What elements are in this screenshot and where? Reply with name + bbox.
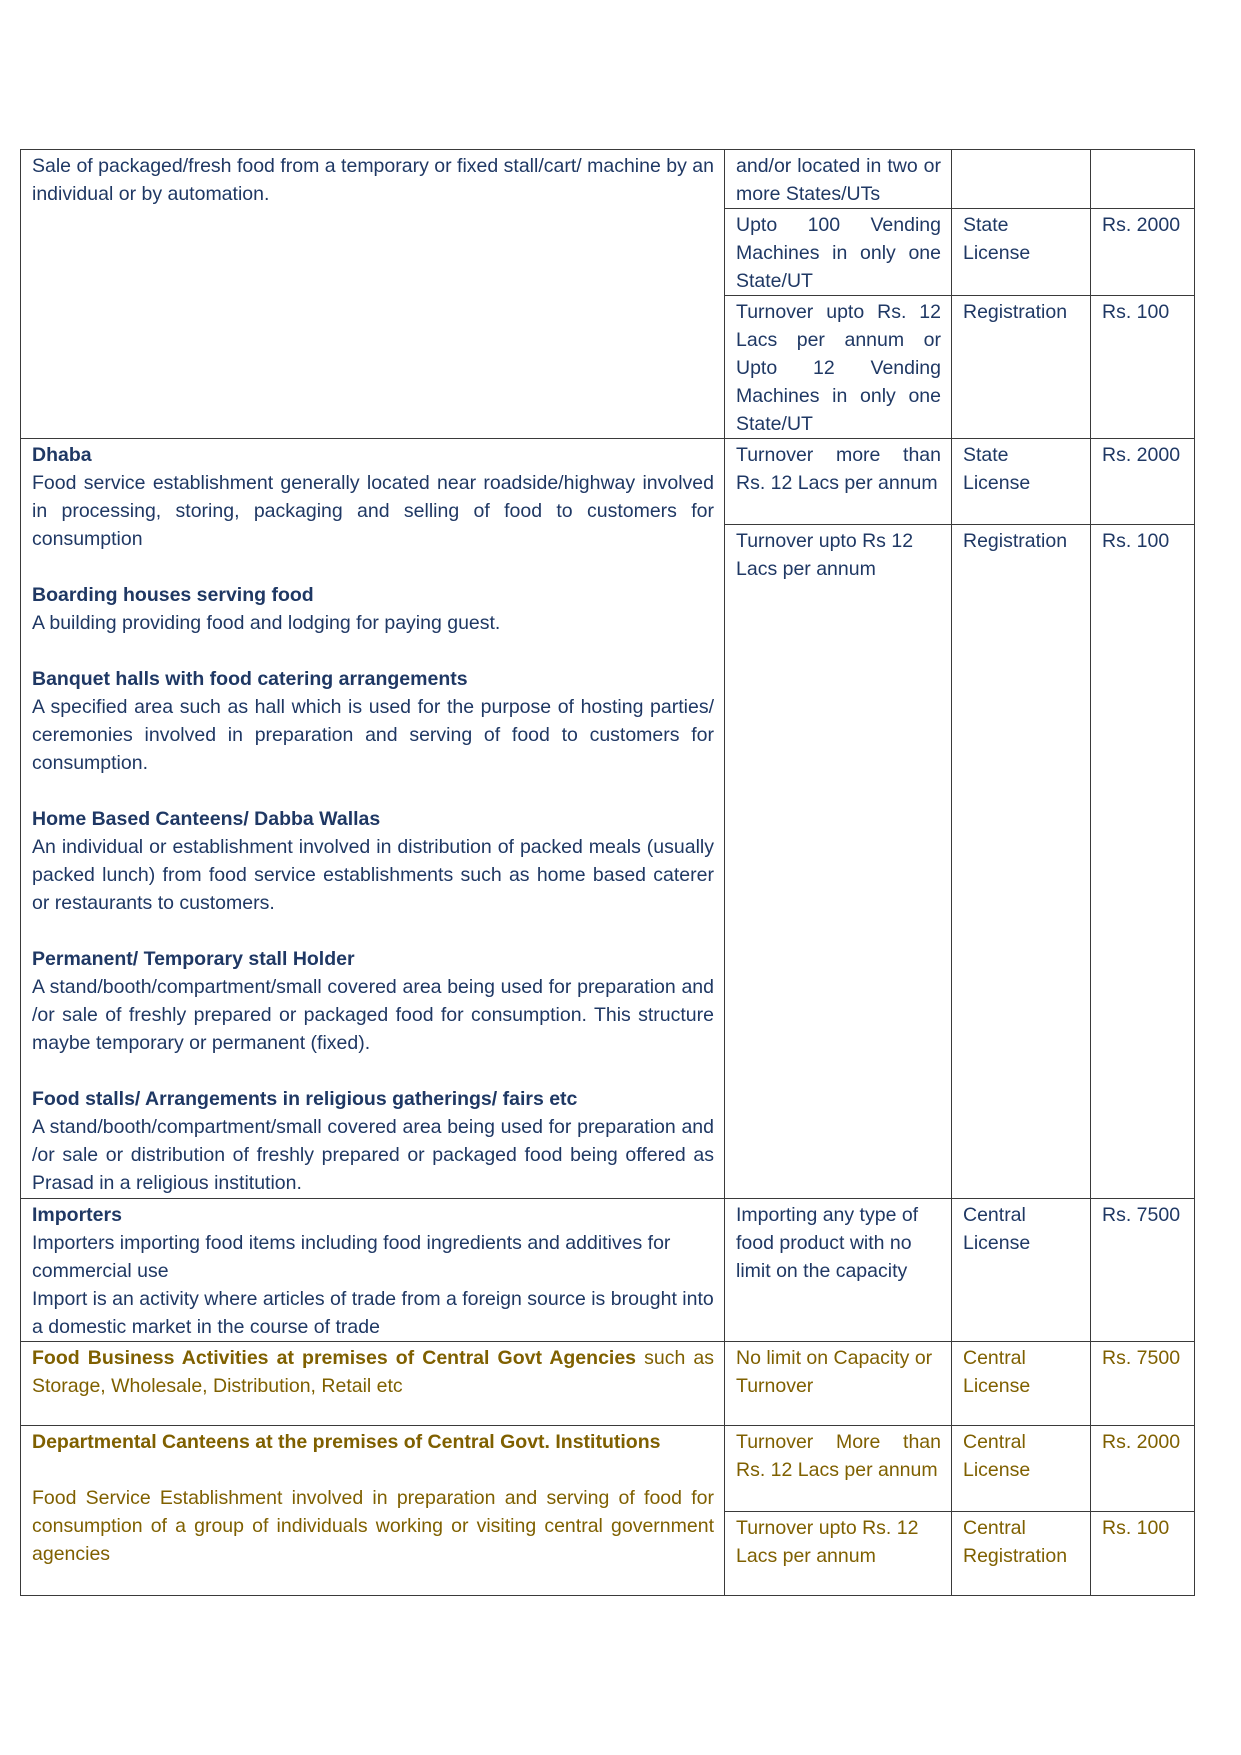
criteria-cell: Turnover upto Rs. 12 Lacs per annum xyxy=(725,1512,952,1596)
criteria-cell: No limit on Capacity or Turnover xyxy=(725,1342,952,1426)
item-title: Banquet halls with food catering arrangements xyxy=(32,668,468,690)
food-service-description xyxy=(21,439,725,1199)
fee-cell: Rs. 7500 xyxy=(1091,1342,1195,1426)
criteria-cell: Turnover more than Rs. 12 Lacs per annum xyxy=(725,439,952,525)
license-cell: Central License xyxy=(952,1199,1091,1342)
central-govt-description xyxy=(21,1342,725,1426)
item-desc: Importers importing food items including food ingredients and additives for commercial use xyxy=(32,1232,671,1282)
item-title: Importers xyxy=(32,1204,122,1226)
item-desc: An individual or establishment involved in distribution of packed meals (usually packed lunch) from food service establishments such as home based caterer or restaurants to customers. xyxy=(32,836,714,914)
item-title: Departmental Canteens at the premises of Central Govt. Institutions xyxy=(32,1431,661,1453)
license-cell: Central Registration xyxy=(952,1512,1091,1596)
fee-cell: Rs. 100 xyxy=(1091,525,1195,1199)
fee-cell: Rs. 2000 xyxy=(1091,1426,1195,1512)
fee-cell: Rs. 2000 xyxy=(1091,209,1195,296)
criteria-cell: Turnover upto Rs. 12 Lacs per annum or Upto 12 Vending Machines in only one State/UT xyxy=(725,296,952,439)
vending-text: Sale of packaged/fresh food from a temporary or fixed stall/cart/ machine by an individual or by automation. xyxy=(32,155,714,205)
license-cell xyxy=(952,150,1091,209)
criteria-cell: Upto 100 Vending Machines in only one State/UT xyxy=(725,209,952,296)
vending-description xyxy=(21,150,725,439)
item-title: Boarding houses serving food xyxy=(32,584,314,606)
table-row xyxy=(21,1342,1195,1426)
item-desc: A stand/booth/compartment/small covered area being used for preparation and /or sale of freshly prepared or packaged food for consumption. This structure maybe temporary or permanent (fixed). xyxy=(32,976,714,1054)
fee-cell: Rs. 2000 xyxy=(1091,439,1195,525)
item-title: Dhaba xyxy=(32,444,92,466)
license-cell: State License xyxy=(952,209,1091,296)
license-cell: Registration xyxy=(952,525,1091,1199)
item-desc: Import is an activity where articles of trade from a foreign source is brought into a domestic market in the course of trade xyxy=(32,1288,714,1338)
item-desc: A building providing food and lodging for paying guest. xyxy=(32,612,501,634)
departmental-description xyxy=(21,1426,725,1596)
table-row xyxy=(21,150,1195,209)
criteria-cell: Turnover upto Rs 12 Lacs per annum xyxy=(725,525,952,1199)
item-title: Food stalls/ Arrangements in religious gatherings/ fairs etc xyxy=(32,1088,578,1110)
license-cell: Registration xyxy=(952,296,1091,439)
fee-cell: Rs. 100 xyxy=(1091,296,1195,439)
table-row xyxy=(21,1426,1195,1512)
item-desc: A specified area such as hall which is used for the purpose of hosting parties/ ceremonies involved in preparation and serving of food to customers for consumption. xyxy=(32,696,714,774)
item-desc: Food Service Establishment involved in preparation and serving of food for consumption of a group of individuals working or visiting central government agencies xyxy=(32,1487,714,1565)
item-title: Home Based Canteens/ Dabba Wallas xyxy=(32,808,381,830)
item-title: Food Business Activities at premises of Central Govt Agencies xyxy=(32,1347,637,1369)
item-title: Permanent/ Temporary stall Holder xyxy=(32,948,355,970)
fee-cell xyxy=(1091,150,1195,209)
license-cell: State License xyxy=(952,439,1091,525)
licensing-table xyxy=(20,149,1195,1596)
license-cell: Central License xyxy=(952,1342,1091,1426)
importers-description xyxy=(21,1199,725,1342)
criteria-cell: and/or located in two or more States/UTs xyxy=(725,150,952,209)
criteria-cell: Turnover More than Rs. 12 Lacs per annum xyxy=(725,1426,952,1512)
fee-cell: Rs. 100 xyxy=(1091,1512,1195,1596)
fee-cell: Rs. 7500 xyxy=(1091,1199,1195,1342)
item-desc: such as Storage, Wholesale, Distribution, Retail etc xyxy=(32,1347,714,1397)
item-desc: Food service establishment generally located near roadside/highway involved in processing, storing, packaging and selling of food to customers for consumption xyxy=(32,472,714,550)
item-desc: A stand/booth/compartment/small covered area being used for preparation and /or sale or distribution of freshly prepared or packaged food being offered as Prasad in a religious institution. xyxy=(32,1116,714,1194)
table-row xyxy=(21,1199,1195,1342)
license-cell: Central License xyxy=(952,1426,1091,1512)
table-row xyxy=(21,439,1195,525)
criteria-cell: Importing any type of food product with no limit on the capacity xyxy=(725,1199,952,1342)
